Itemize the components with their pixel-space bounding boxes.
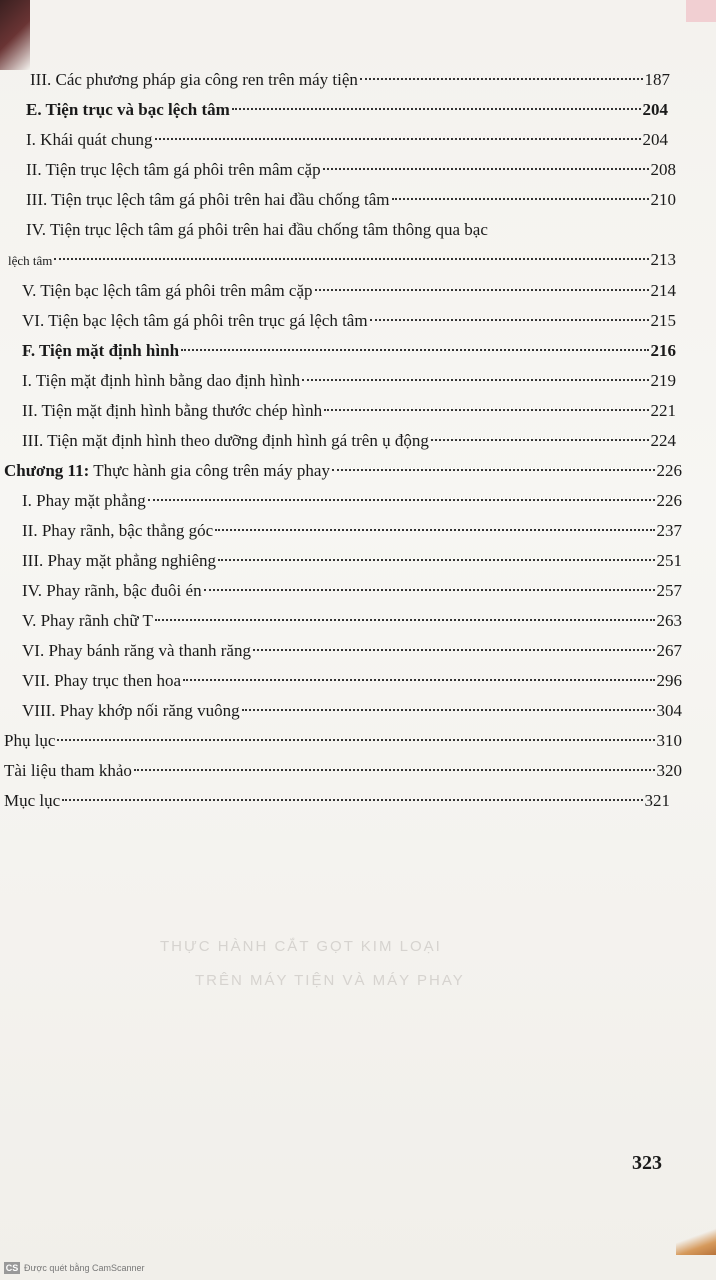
toc-entry-label: III. Phay mặt phẳng nghiêng (22, 551, 217, 570)
toc-entry[interactable] (22, 577, 682, 605)
toc-entry[interactable] (22, 337, 676, 365)
toc-page-number: 215 (650, 311, 676, 330)
toc-entry[interactable] (4, 757, 682, 785)
toc-entry-label: V. Tiện bạc lệch tâm gá phôi trên mâm cặp (22, 281, 313, 300)
dot-leader (242, 709, 655, 711)
dot-leader (181, 349, 648, 351)
toc-page-number: 210 (650, 190, 676, 209)
toc-entry-label: I. Phay mặt phẳng (22, 491, 146, 510)
toc-entry-label: I. Khái quát chung (26, 130, 153, 149)
toc-entry-label: III. Tiện mặt định hình theo dưỡng định hình gá trên ụ động (22, 431, 429, 450)
toc-entry[interactable] (26, 96, 668, 124)
dot-leader (392, 198, 649, 200)
toc-entry[interactable] (4, 457, 682, 485)
toc-page-number: 224 (650, 431, 676, 450)
toc-entry-label: Mục lục (4, 791, 61, 810)
toc-page-number: 310 (656, 731, 682, 750)
scanner-watermark (4, 1262, 145, 1274)
toc-page-number: 304 (656, 701, 682, 720)
toc-entry-label: II. Phay rãnh, bậc thẳng góc (22, 521, 214, 540)
toc-entry[interactable] (22, 667, 682, 695)
toc-page-number: 296 (656, 671, 682, 690)
scanner-watermark-text: Được quét bằng CamScanner (24, 1263, 145, 1273)
toc-entry[interactable] (22, 547, 682, 575)
toc-entry-label: II. Tiện mặt định hình bằng thước chép hình (22, 401, 323, 420)
toc-page-number: 226 (656, 491, 682, 510)
dot-leader (134, 769, 655, 771)
bleed-through-text: TRÊN MÁY TIỆN VÀ MÁY PHAY (195, 972, 465, 989)
toc-entry[interactable] (22, 697, 682, 725)
toc-entry[interactable] (22, 397, 676, 425)
toc-entry-label (4, 457, 330, 485)
toc-page-number: 257 (656, 581, 682, 600)
toc-entry[interactable] (26, 126, 668, 154)
toc-entry-label: Tài liệu tham khảo (4, 761, 132, 780)
toc-entry-label: VI. Tiện bạc lệch tâm gá phôi trên trục gá lệch tâm (22, 311, 368, 330)
page-edge-curl (676, 1225, 716, 1255)
toc-entry-label: V. Phay rãnh chữ T (22, 611, 153, 630)
dot-leader (323, 168, 649, 170)
toc-page-number: 204 (642, 130, 668, 149)
toc-page-number: 321 (644, 791, 670, 810)
toc-entry[interactable] (26, 156, 676, 184)
toc-entry-label: II. Tiện trục lệch tâm gá phôi trên mâm cặp (26, 160, 321, 179)
toc-entry[interactable] (22, 607, 682, 635)
toc-entry-label: VIII. Phay khớp nối răng vuông (22, 701, 240, 720)
toc-entry-label: IV. Tiện trục lệch tâm gá phôi trên hai đầu chống tâm thông qua bạc (26, 220, 488, 239)
toc-entry[interactable] (30, 66, 670, 94)
toc-page-number: 214 (650, 281, 676, 300)
dot-leader (332, 469, 655, 471)
chapter-title: Thực hành gia công trên máy phay (89, 461, 330, 480)
dot-leader (148, 499, 655, 501)
camscanner-logo-icon: CS (5, 1263, 19, 1273)
dot-leader (215, 529, 654, 531)
toc-page-number: 251 (656, 551, 682, 570)
toc-entry[interactable] (22, 277, 676, 305)
toc-page-number: 226 (656, 461, 682, 480)
toc-entry-label: F. Tiện mặt định hình (22, 341, 180, 360)
dot-leader (183, 679, 654, 681)
toc-entry[interactable] (22, 637, 682, 665)
page-corner-shadow (0, 0, 30, 70)
toc-entry[interactable] (22, 487, 682, 515)
toc-entry-label: IV. Phay rãnh, bậc đuôi én (22, 581, 202, 600)
dot-leader (155, 619, 655, 621)
dot-leader (315, 289, 649, 291)
toc-entry-label: I. Tiện mặt định hình bằng dao định hình (22, 371, 301, 390)
toc-page-number: 221 (650, 401, 676, 420)
page-number: 323 (632, 1152, 662, 1174)
toc-page-number: 204 (642, 100, 668, 119)
toc-entry[interactable] (8, 246, 676, 274)
toc-entry-label: Phụ lục (4, 731, 56, 750)
dot-leader (204, 589, 655, 591)
toc-entry[interactable] (4, 727, 682, 755)
dot-leader (62, 799, 642, 801)
toc-page-number: 263 (656, 611, 682, 630)
toc-entry[interactable] (22, 517, 682, 545)
chapter-prefix: Chương 11: (4, 461, 90, 480)
dot-leader (218, 559, 654, 561)
toc-page-number: 216 (650, 341, 676, 360)
toc-entry-label: VII. Phay trục then hoa (22, 671, 182, 690)
toc-entry-label: III. Các phương pháp gia công ren trên máy tiện (30, 70, 358, 89)
dot-leader (302, 379, 648, 381)
toc-page-number: 267 (656, 641, 682, 660)
toc-page-number: 208 (650, 160, 676, 179)
toc-page-number: 187 (644, 70, 670, 89)
toc-entry[interactable] (22, 307, 676, 335)
page-corner-tab (686, 0, 716, 22)
toc-entry[interactable] (4, 787, 670, 815)
bleed-through-text: THỰC HÀNH CẮT GỌT KIM LOẠI (160, 938, 442, 955)
toc-entry[interactable] (22, 367, 676, 395)
toc-page-number: 237 (656, 521, 682, 540)
dot-leader (360, 78, 643, 80)
dot-leader (324, 409, 648, 411)
toc-page-number: 213 (650, 250, 676, 269)
toc-entry-label: lệch tâm (8, 253, 53, 268)
toc-entry-label: III. Tiện trục lệch tâm gá phôi trên hai đầu chống tâm (26, 190, 390, 209)
dot-leader (431, 439, 649, 441)
dot-leader (57, 739, 654, 741)
dot-leader (232, 108, 641, 110)
toc-entry-label: E. Tiện trục và bạc lệch tâm (26, 100, 230, 119)
dot-leader (253, 649, 655, 651)
toc-page-number: 219 (650, 371, 676, 390)
toc-entry-label: VI. Phay bánh răng và thanh răng (22, 641, 251, 660)
dot-leader (54, 258, 648, 260)
toc-entry[interactable] (26, 186, 676, 214)
toc-entry[interactable] (22, 427, 676, 455)
dot-leader (155, 138, 641, 140)
toc-page-number: 320 (656, 761, 682, 780)
dot-leader (370, 319, 649, 321)
